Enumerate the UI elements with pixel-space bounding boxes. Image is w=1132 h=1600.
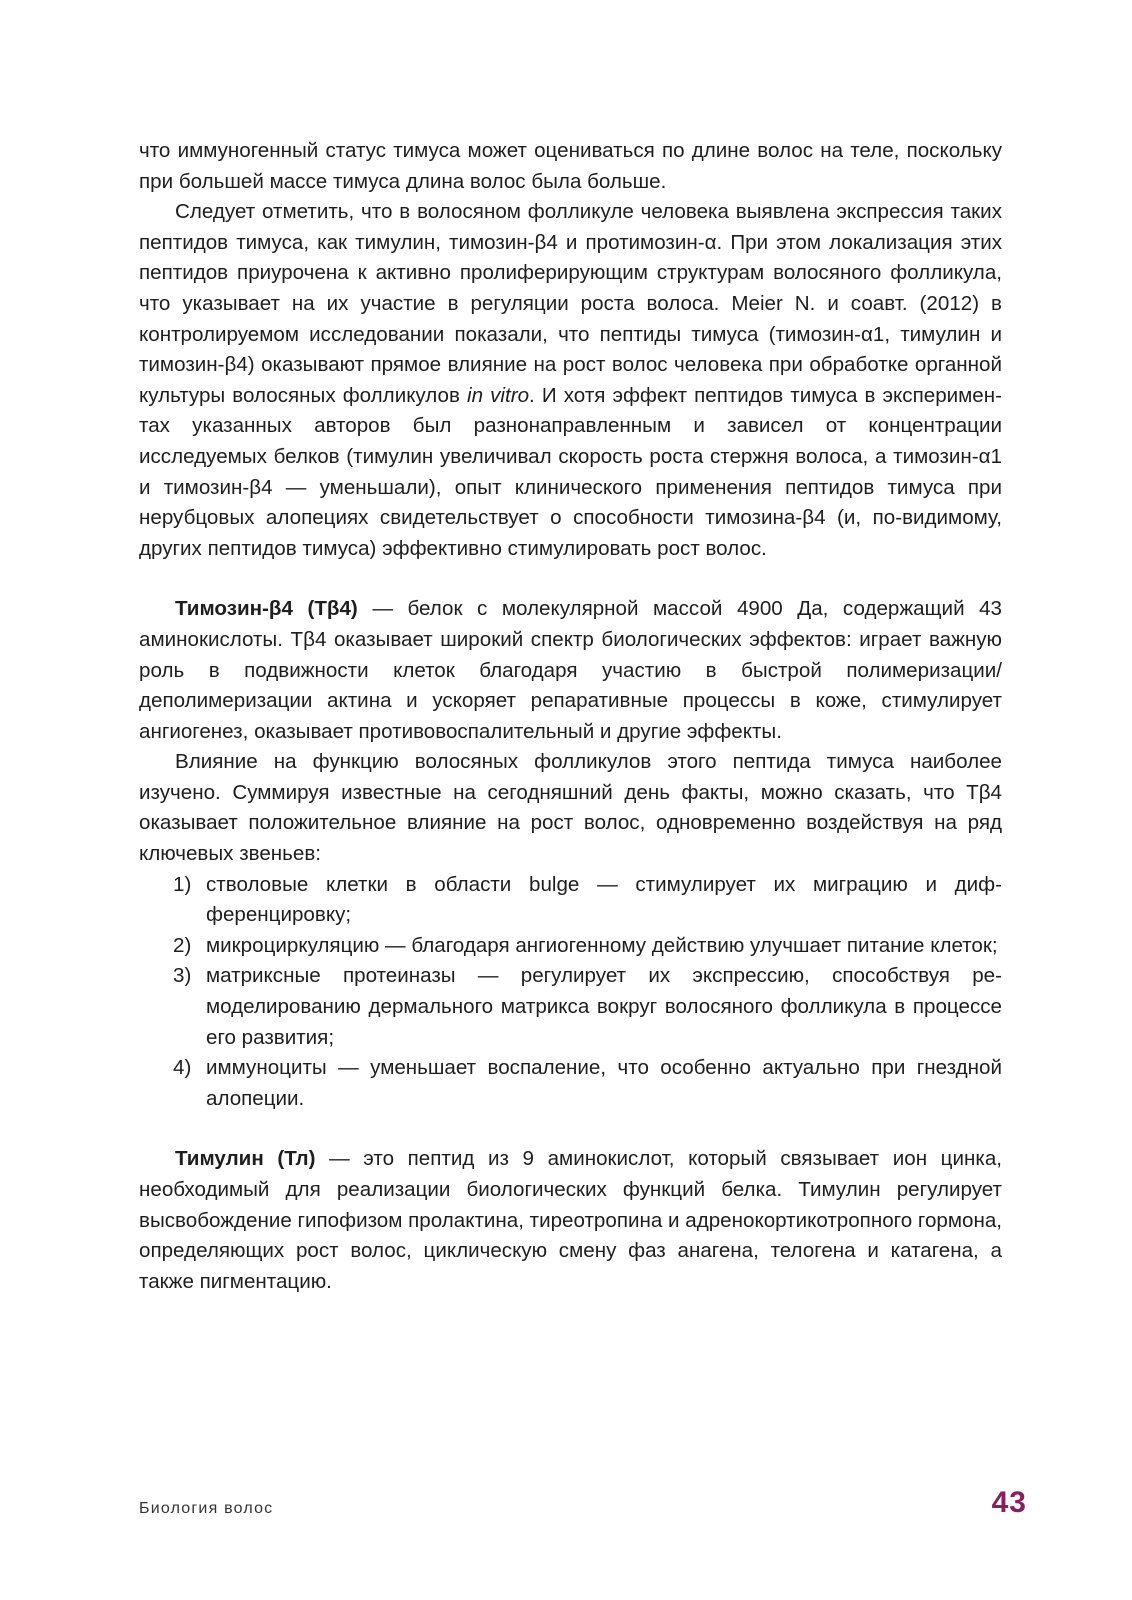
paragraph-text: Следует отметить, что в волосяном фолликуле человека выявлена экспрессия таких пептидов тимуса, как тимулин, тимозин-β4 и протимозин-α. При этом локализация этих пептидов приурочена к активно пролиферирующим структурам волосяного фолликула, что указывает на их участие в регуляции роста волоса. Meier N. и соавт. (2012) в контролируемом исследовании показали, что пептиды тимуса (тимозин-α1, тимулин и тимозин-β4) оказывают прямое влияние на рост волос человека при обработке органной культуры волосяных фолликулов [139, 200, 1002, 407]
list-number: 2) [173, 933, 192, 957]
paragraph-thymosin [139, 594, 1002, 747]
term-heading: Тимулин (Тл) [175, 1147, 316, 1171]
list-text: матриксные протеиназы — регулирует их экспрессию, способствуя ремоделированию дермального матрикса вокруг волосяного фолликула в процессе его развития; [206, 964, 1002, 1049]
list-item [139, 961, 1002, 1053]
list-item [139, 870, 1002, 931]
page-number: 43 [991, 1486, 1027, 1519]
paragraph: что иммуногенный статус тимуса может оцениваться по длине волос на теле, поскольку при большей массе тимуса длина волос была больше. [139, 139, 1002, 193]
list-item [139, 1053, 1002, 1114]
paragraph-text: . И хотя эффект пептидов тимуса в экспериментах указанных авторов был разнонаправленным и зависел от концентрации исследуемых белков (тимулин увеличивал скорость роста стержня волоса, а тимозин-α1 и тимозин-β4 — уменьшали), опыт клинического применения пептидов тимуса при нерубцовых алопециях свидетельствует о способности тимозина-β4 (и, по-видимому, других пептидов тимуса) эффективно стимулировать рост волос. [139, 383, 1002, 560]
list-text: стволовые клетки в области bulge — стимулирует их миграцию и дифференцировку; [206, 872, 1002, 927]
list-text: иммуноциты — уменьшает воспаление, что особенно актуально при гнездной алопеции. [206, 1056, 1002, 1110]
list-item [139, 931, 1002, 962]
numbered-list [139, 870, 1002, 1115]
list-number: 4) [173, 1056, 192, 1080]
page-body [139, 136, 1002, 1297]
term-heading: Тимозин-β4 (Tβ4) [175, 597, 358, 621]
paragraph-thymulin [139, 1144, 1002, 1297]
list-text: микроциркуляцию — благодаря ангиогенному действию улучшает питание клеток; [206, 933, 998, 957]
paragraph-text: — белок с молекулярной массой 4900 Да, содержащий 43 аминокислоты. Tβ4 оказывает широкий спектр биологических эффектов: играет важную роль в подвижности клеток благодаря участию в быстрой полимеризации/деполимеризации актина и ускоряет репаративные процессы в коже, стимулирует ангиогенез, оказывает противовоспалительный и другие эффекты. [139, 597, 1002, 743]
list-number: 1) [173, 872, 192, 896]
paragraph [139, 197, 1002, 564]
list-number: 3) [173, 964, 192, 988]
italic-term: in vitro [467, 383, 530, 407]
running-title: Биология волос [139, 1500, 274, 1517]
paragraph: Влияние на функцию волосяных фолликулов этого пептида тимуса наиболее изучено. Суммируя известные на сегодняшний день факты, можно сказать, что Tβ4 оказывает положительное влияние на рост волос, одновременно воздействуя на ряд ключевых звеньев: [139, 750, 1002, 866]
paragraph-text: — это пептид из 9 аминокислот, который связывает ион цинка, необходимый для реализации биологических функций белка. Тимулин регулирует высвобождение гипофизом пролактина, тиреотропина и адренокортикотропного гормона, определяющих рост волос, циклическую смену фаз анагена, телогена и катагена, а также пигментацию. [139, 1147, 1003, 1293]
